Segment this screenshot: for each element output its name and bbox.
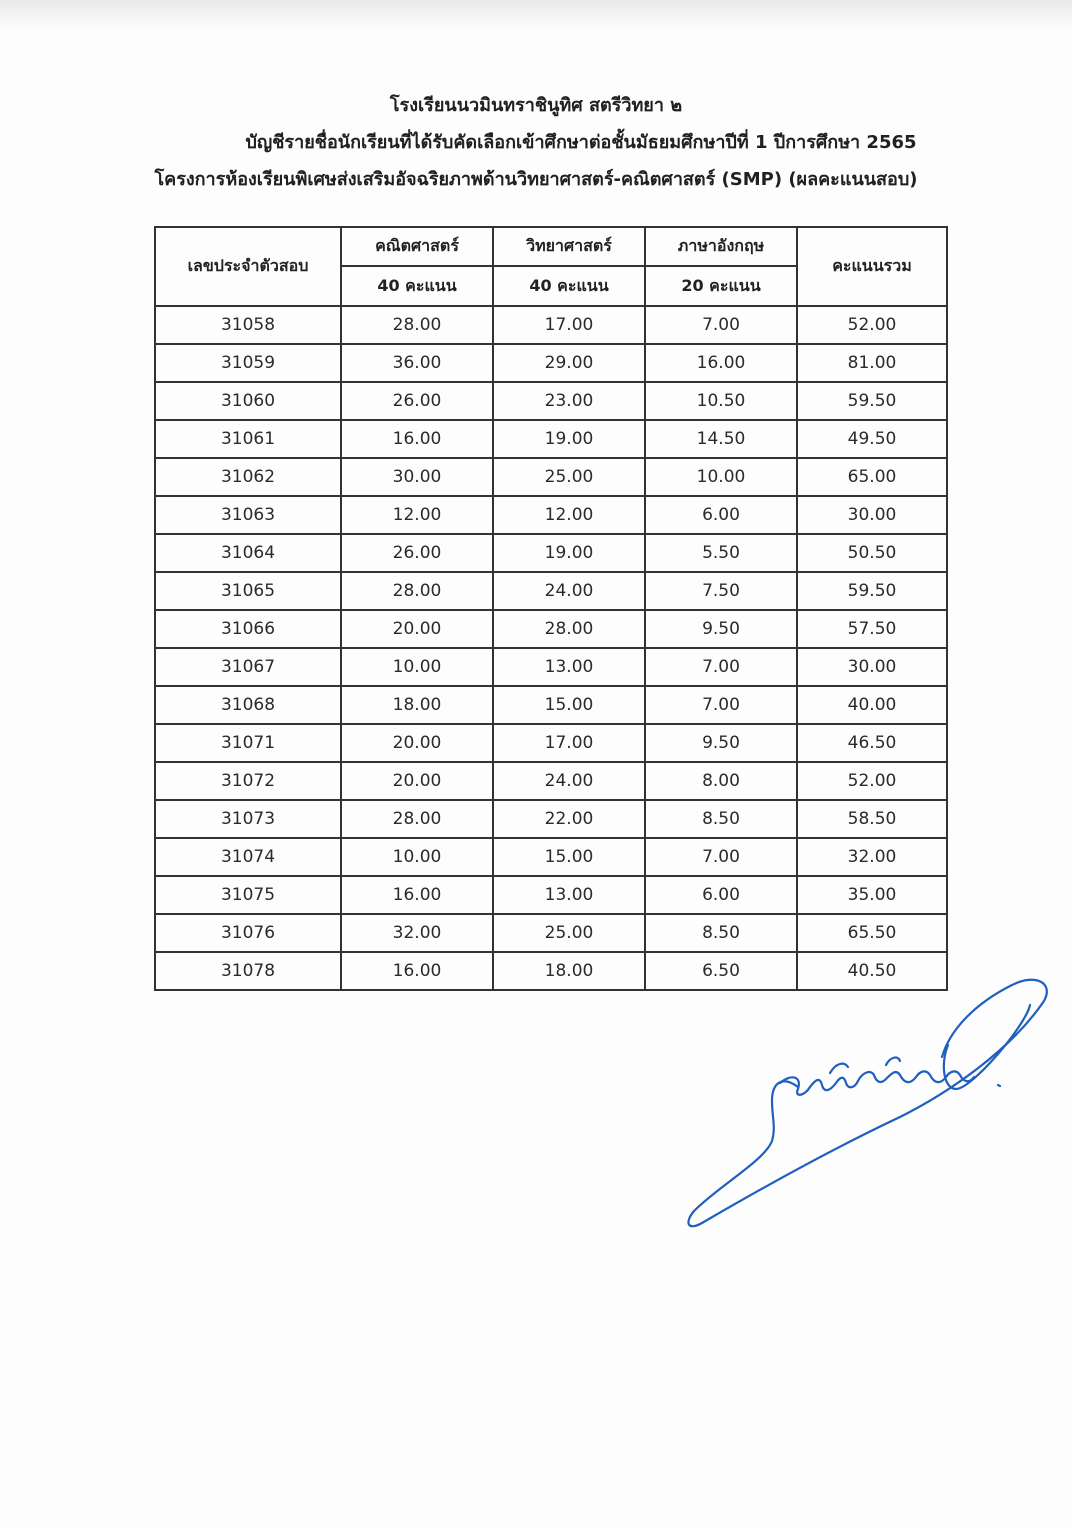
cell-science-score: 13.00 — [493, 876, 645, 914]
cell-english-score: 7.00 — [645, 306, 797, 344]
cell-math-score: 28.00 — [341, 306, 493, 344]
cell-science-score: 28.00 — [493, 610, 645, 648]
table-row — [155, 838, 947, 876]
table-row — [155, 876, 947, 914]
table-row — [155, 382, 947, 420]
table-row — [155, 914, 947, 952]
cell-total-score: 59.50 — [797, 382, 947, 420]
table-row — [155, 800, 947, 838]
table-row — [155, 496, 947, 534]
col-science-header: วิทยาศาสตร์ — [493, 227, 645, 266]
max-english: 20 คะแนน — [645, 266, 797, 306]
cell-science-score: 25.00 — [493, 914, 645, 952]
cell-science-score: 15.00 — [493, 838, 645, 876]
cell-exam-id: 31066 — [155, 610, 341, 648]
cell-math-score: 28.00 — [341, 572, 493, 610]
cell-exam-id: 31068 — [155, 686, 341, 724]
cell-total-score: 65.00 — [797, 458, 947, 496]
cell-math-score: 10.00 — [341, 648, 493, 686]
col-english-header: ภาษาอังกฤษ — [645, 227, 797, 266]
cell-exam-id: 31073 — [155, 800, 341, 838]
score-table-body — [155, 306, 947, 990]
cell-english-score: 6.50 — [645, 952, 797, 990]
cell-english-score: 6.00 — [645, 496, 797, 534]
cell-exam-id: 31074 — [155, 838, 341, 876]
score-table — [154, 226, 948, 991]
max-science: 40 คะแนน — [493, 266, 645, 306]
cell-total-score: 46.50 — [797, 724, 947, 762]
cell-total-score: 49.50 — [797, 420, 947, 458]
col-total-header: คะแนนรวม — [797, 227, 947, 306]
cell-math-score: 12.00 — [341, 496, 493, 534]
signature-image — [680, 965, 1060, 1235]
cell-math-score: 20.00 — [341, 762, 493, 800]
cell-english-score: 6.00 — [645, 876, 797, 914]
cell-total-score: 65.50 — [797, 914, 947, 952]
cell-exam-id: 31060 — [155, 382, 341, 420]
cell-total-score: 35.00 — [797, 876, 947, 914]
cell-english-score: 7.00 — [645, 686, 797, 724]
cell-english-score: 7.00 — [645, 648, 797, 686]
max-math: 40 คะแนน — [341, 266, 493, 306]
cell-math-score: 32.00 — [341, 914, 493, 952]
cell-science-score: 19.00 — [493, 420, 645, 458]
cell-math-score: 16.00 — [341, 876, 493, 914]
cell-english-score: 9.50 — [645, 610, 797, 648]
cell-exam-id: 31076 — [155, 914, 341, 952]
col-math-header: คณิตศาสตร์ — [341, 227, 493, 266]
cell-math-score: 10.00 — [341, 838, 493, 876]
cell-science-score: 29.00 — [493, 344, 645, 382]
table-row — [155, 344, 947, 382]
program-title: โครงการห้องเรียนพิเศษส่งเสริมอัจฉริยภาพด้านวิทยาศาสตร์-คณิตศาสตร์ (SMP) (ผลคะแนนสอบ) — [154, 169, 918, 190]
cell-english-score: 8.00 — [645, 762, 797, 800]
cell-exam-id: 31072 — [155, 762, 341, 800]
cell-science-score: 24.00 — [493, 762, 645, 800]
cell-exam-id: 31075 — [155, 876, 341, 914]
cell-math-score: 20.00 — [341, 610, 493, 648]
cell-science-score: 23.00 — [493, 382, 645, 420]
cell-science-score: 17.00 — [493, 724, 645, 762]
cell-exam-id: 31061 — [155, 420, 341, 458]
header-row — [155, 227, 947, 266]
cell-exam-id: 31067 — [155, 648, 341, 686]
cell-english-score: 10.50 — [645, 382, 797, 420]
cell-exam-id: 31065 — [155, 572, 341, 610]
table-row — [155, 458, 947, 496]
cell-english-score: 10.00 — [645, 458, 797, 496]
cell-science-score: 18.00 — [493, 952, 645, 990]
cell-math-score: 26.00 — [341, 382, 493, 420]
cell-exam-id: 31059 — [155, 344, 341, 382]
table-row — [155, 762, 947, 800]
cell-total-score: 59.50 — [797, 572, 947, 610]
cell-math-score: 36.00 — [341, 344, 493, 382]
scan-edge-shadow — [0, 0, 1072, 28]
cell-total-score: 40.00 — [797, 686, 947, 724]
cell-science-score: 17.00 — [493, 306, 645, 344]
cell-english-score: 5.50 — [645, 534, 797, 572]
cell-science-score: 25.00 — [493, 458, 645, 496]
cell-science-score: 19.00 — [493, 534, 645, 572]
cell-exam-id: 31063 — [155, 496, 341, 534]
cell-english-score: 7.00 — [645, 838, 797, 876]
cell-math-score: 20.00 — [341, 724, 493, 762]
cell-total-score: 40.50 — [797, 952, 947, 990]
cell-total-score: 81.00 — [797, 344, 947, 382]
cell-english-score: 8.50 — [645, 800, 797, 838]
cell-total-score: 30.00 — [797, 648, 947, 686]
school-name: โรงเรียนนวมินทราชินูทิศ สตรีวิทยา ๒ — [389, 95, 683, 116]
table-row — [155, 648, 947, 686]
cell-exam-id: 31071 — [155, 724, 341, 762]
cell-exam-id: 31078 — [155, 952, 341, 990]
cell-math-score: 28.00 — [341, 800, 493, 838]
cell-total-score: 30.00 — [797, 496, 947, 534]
table-row — [155, 534, 947, 572]
cell-math-score: 18.00 — [341, 686, 493, 724]
cell-math-score: 16.00 — [341, 952, 493, 990]
table-row — [155, 420, 947, 458]
cell-english-score: 8.50 — [645, 914, 797, 952]
table-row — [155, 306, 947, 344]
cell-total-score: 50.50 — [797, 534, 947, 572]
cell-exam-id: 31064 — [155, 534, 341, 572]
cell-total-score: 57.50 — [797, 610, 947, 648]
table-row — [155, 686, 947, 724]
cell-english-score: 9.50 — [645, 724, 797, 762]
cell-total-score: 32.00 — [797, 838, 947, 876]
cell-exam-id: 31058 — [155, 306, 341, 344]
list-title: บัญชีรายชื่อนักเรียนที่ได้รับคัดเลือกเข้าศึกษาต่อชั้นมัธยมศึกษาปีที่ 1 ปีการศึกษา 2565 — [245, 132, 917, 153]
cell-exam-id: 31062 — [155, 458, 341, 496]
cell-total-score: 52.00 — [797, 762, 947, 800]
cell-english-score: 16.00 — [645, 344, 797, 382]
cell-english-score: 14.50 — [645, 420, 797, 458]
cell-total-score: 52.00 — [797, 306, 947, 344]
table-row — [155, 724, 947, 762]
cell-total-score: 58.50 — [797, 800, 947, 838]
table-row — [155, 572, 947, 610]
cell-math-score: 16.00 — [341, 420, 493, 458]
cell-english-score: 7.50 — [645, 572, 797, 610]
cell-science-score: 15.00 — [493, 686, 645, 724]
cell-science-score: 22.00 — [493, 800, 645, 838]
cell-math-score: 30.00 — [341, 458, 493, 496]
col-exam-id-header: เลขประจำตัวสอบ — [155, 227, 341, 306]
cell-math-score: 26.00 — [341, 534, 493, 572]
cell-science-score: 13.00 — [493, 648, 645, 686]
table-row — [155, 610, 947, 648]
document-header — [0, 96, 1072, 207]
cell-science-score: 12.00 — [493, 496, 645, 534]
cell-science-score: 24.00 — [493, 572, 645, 610]
